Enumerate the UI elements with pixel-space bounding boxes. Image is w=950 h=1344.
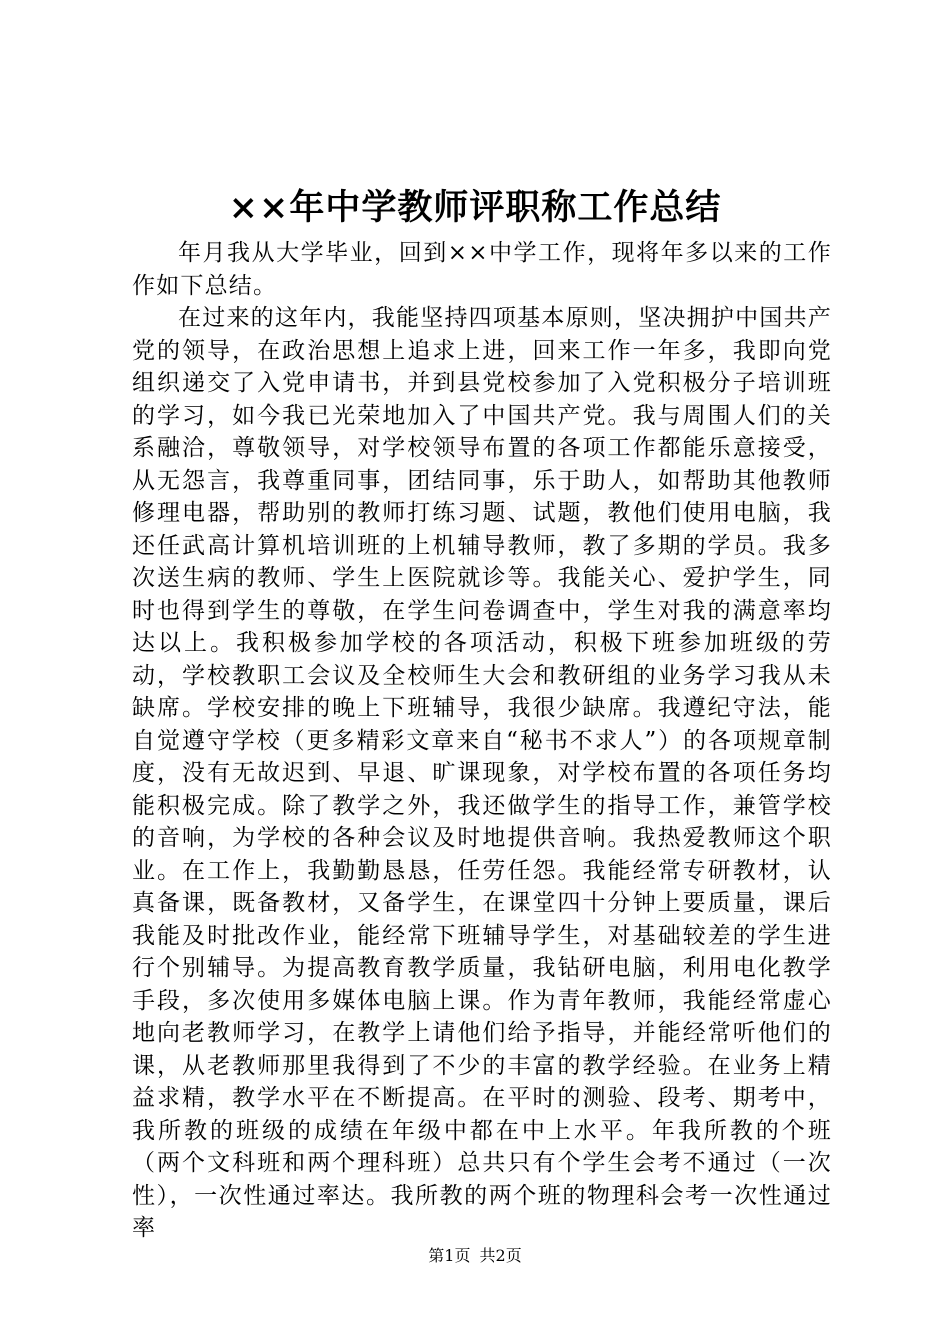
document-title: ××年中学教师评职称工作总结 — [228, 187, 722, 228]
paragraph-main: 在过来的这年内，我能坚持四项基本原则，坚决拥护中国共产党的领导，在政治思想上追求上进，回来工作一年多，我即向党组织递交了入党申请书，并到县党校参加了入党积极分子培训班的学习，如今我已光荣地加入了中国共产党。我与周围人们的关系融洽，尊敬领导，对学校领导布置的各项工作都能乐意接受，从无怨言，我尊重同事，团结同事，乐于助人，如帮助其他教师修理电器，帮助别的教师打练习题、试题，教他们使用电脑，我还任武高计算机培训班的上机辅导教师，教了多期的学员。我多次送生病的教师、学生上医院就诊等。我能关心、爱护学生，同时也得到学生的尊敬，在学生问卷调查中，学生对我的满意率均达以上。我积极参加学校的各项活动，积极下班参加班级的劳动，学校教职工会议及全校师生大会和教研组的业务学习我从未缺席。学校安排的晚上下班辅导，我很少缺席。我遵纪守法，能自觉遵守学校（更多精彩文章来自“秘书不求人”）的各项规章制度，没有无故迟到、早退、旷课现象，对学校布置的各项任务均能积极完成。除了教学之外，我还做学生的指导工作，兼管学校的音响，为学校的各种会议及时地提供音响。我热爱教师这个职业。在工作上，我勤勤恳恳，任劳任怨。我能经常专研教材，认真备课，既备教材，又备学生，在课堂四十分钟上要质量，课后我能及时批改作业，能经常下班辅导学生，对基础较差的学生进行个别辅导。为提高教育教学质量，我钻研电脑，利用电化教学手段，多次使用多媒体电脑上课。作为青年教师，我能经常虚心地向老教师学习，在教学上请他们给予指导，并能经常听他们的课，从老教师那里我得到了不少的丰富的教学经验。在业务上精益求精，教学水平在不断提高。在平时的测验、段考、期考中，我所教的班级的成绩在年级中都在中上水平。年我所教的个班（两个文科班和两个理科班）总共只有个学生会考不通过（一次性），一次性通过率达。我所教的两个班的物理科会考一次性通过率 — [132, 305, 832, 1241]
document-body — [132, 237, 832, 1245]
paragraph-intro: 年月我从大学毕业，回到××中学工作，现将年多以来的工作作如下总结。 — [132, 240, 832, 299]
page-number-footer: 第1页 共2页 — [428, 1246, 522, 1265]
